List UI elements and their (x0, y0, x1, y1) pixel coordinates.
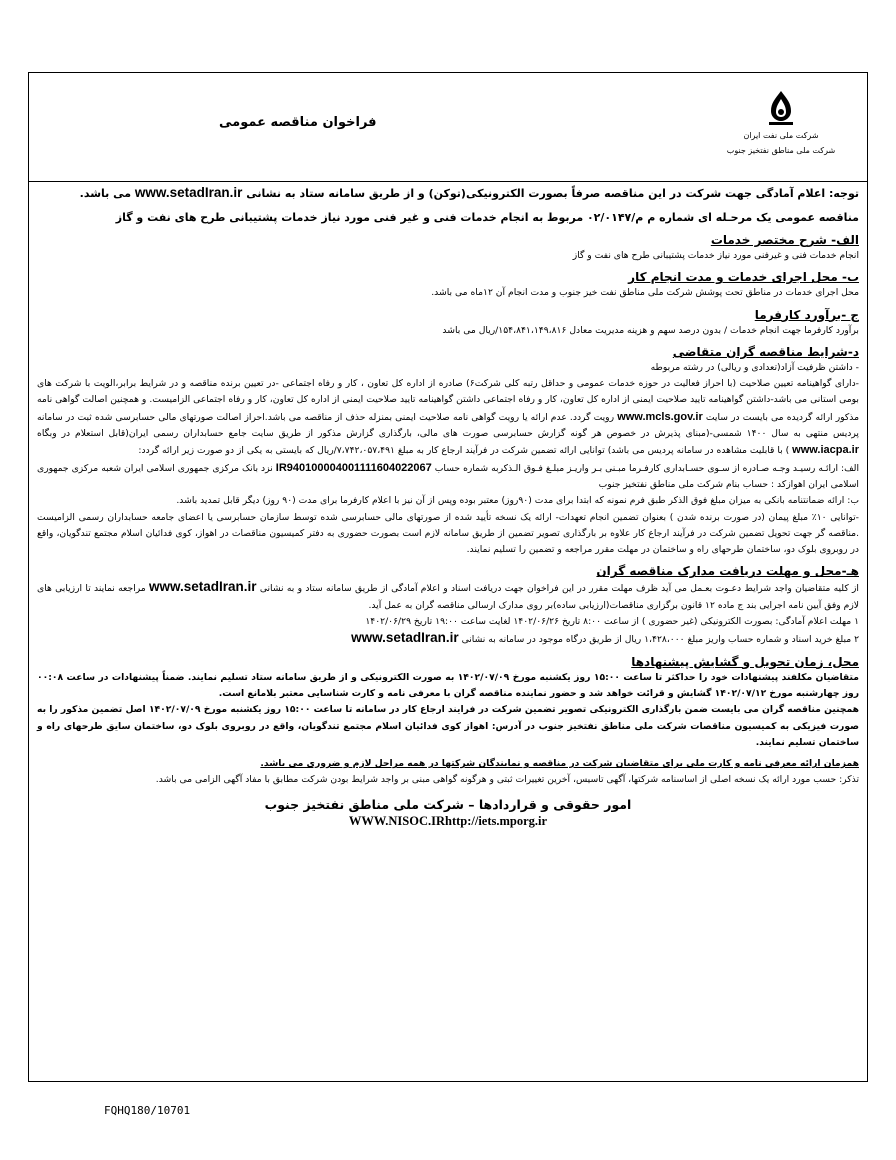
notice-line (37, 183, 859, 203)
section-b-text: محل اجرای خدمات در مناطق تحت پوشش شرکت ملی مناطق نفت خیز جنوب و مدت انجام آن ۱۲ماه می باشد. (431, 287, 859, 299)
section-h-intro (37, 579, 859, 614)
note-reminder: تذکر: حسب مورد ارائه یک نسخه اصلی از اساسنامه شرکتها، آگهی تاسیس، آخرین تغییرات ثبتی و هرگونه گواهی مبنی بر واجد شرایط بودن شرکت مطابق با مفاد آگهی الزامی می باشد. (155, 774, 859, 786)
mcls-link[interactable]: www.mcls.gov.ir (617, 410, 703, 423)
setad-link[interactable]: www.setadIran.ir (134, 185, 243, 200)
alef-text: الف: ارائـه رسیـد وجـه صـادره از سـوی حسـابداری کارفـرما مبـنی بـر واریـز مبلـغ فـوق الـذکربه شماره حساب (434, 462, 859, 474)
company-name: شرکت ملی نفت ایران (743, 131, 819, 140)
alef-text-end: نزد بانک مرکزی جمهوری اسلامی ایران شعبه مرکزی جمهوری اسلامی ایران اهوازکد : حساب بنام شرکت ملی مناطق نفتخیز جنوب (37, 462, 859, 490)
setad-link-3[interactable]: www.setadIran.ir (351, 630, 459, 646)
section-h-item2 (37, 630, 859, 648)
section-v-p2: همچنین مناقصه گران می بایست ضمن بارگذاری الکترونیکی تصویر تضمین شرکت در فرایند ارجاع کار در سامانه تا ساعت ۱۵:۰۰ روز یکشنبه مورخ ۱۴۰۲/۰۷/۰۹ اصل تضمین مذکور را به صورت فیزیکی به کمیسیون مناقصات شرکت ملی مناطق نفتخیز جنوب در آدرس: اهواز کوی فدائیان اسلام مجتمع تندگویان، واقع در روبروی بلوک دو، ساختمان سایق طرحهای راه و ساختمان تسلیم نمایند. (37, 704, 859, 748)
section-d-item2b: رویت گردد. عدم ارائه یا رویت گواهی نامه صلاحیت ایمنی بمنزله حذف از مناقصه می باشد.احراز اصالت صورتهای مالی حسابرسی شده ثبت در سامانه پردیس منتهی به سال ۱۴۰۰ شمسی-(مبنای پذیرش در خصوص هر گونه گزارش حسابرسی صورت های مالی، بارگذاری گزارش مذکور از طریق سایت جامع حسابداران رسمی ایران(قابل استعلام در وبگاه (37, 411, 859, 440)
section-h-heading: هـ-محل و مهلت دریافت مدارک مناقصه گران (596, 564, 859, 579)
section-d-item2c: ) با قابلیت مشاهده در سامانه پردیس می باشد) توانایی ارائه تضمین شرکت در فرآیند ارجاع کار به مبلغ ۷،۷۴۲،۰۵۷،۴۹۱/ریال که بایستی به یکی از دو صورت زیر ارائه گردد: (138, 445, 790, 457)
section-c-heading: ج -برآورد کارفرما (754, 307, 859, 322)
company-logo (721, 89, 841, 155)
iacpa-link[interactable]: www.iacpa.ir (792, 444, 859, 457)
company-subtitle: شرکت ملی مناطق نفتخیز جنوب (726, 146, 836, 155)
section-d-alef (37, 460, 859, 494)
notice-text-end: می باشد. (79, 187, 132, 200)
websites[interactable]: WWW.NISOC.IRhttp://iets.mporg.ir (348, 813, 548, 828)
signature: امور حقوقی و قراردادها – شرکت ملی مناطق نفتخیز جنوب (264, 796, 632, 812)
document-frame (28, 72, 868, 1082)
section-b-heading: ب- محل اجرای خدمات و مدت انجام کار (628, 270, 859, 285)
section-a-heading: الف- شرح مختصر خدمات (710, 233, 859, 247)
section-v-p1: متقاضیان مکلفند پیشنهادات خود را حداکثر تا ساعت ۱۵:۰۰ روز یکشنبه مورخ ۱۴۰۲/۰۷/۰۹ به صورت الکترونیکی و از طریق سامانه ستاد تسلیم نمایند. ضمناً پیشنهادات در ساعت ۰۰:۰۸ روز چهارشنبه مورخ ۱۴۰۲/۰۷/۱۲ گشایش و قرائت خواهد شد و حضور نماینده مناقصه گران با معرفی نامه و کارت شناسایی معتبر بلامانع است. (37, 671, 859, 699)
setad-link-2[interactable]: www.setadIran.ir (148, 579, 257, 595)
section-d-tavanai: -توانایی ۱۰٪ مبلغ پیمان (در صورت برنده شدن ) بعنوان تضمین انجام تعهدات- ارائه یک نسخه تأیید شده از صورتهای مالی حسابرسی شده توسط سازمان حسابرسی یا اعضای جامعه حسابداران رسمی الزامیست .مناقصه گر جهت تحویل تضمین شرکت در فرآیند ارجاع کار علاوه بر بارگذاری تصویر تضمین از طریق سامانه لازم است بصورت حضوری به دفتر کمیسیون مناقصات در اهواز، کوی فدائیان اسلام مجتمع تندگویان، واقع در روبروی بلوک دو، ساختمان طرحهای راه و ساختمان در مهلت مقرر مراجعه و تضمین را تسلیم نمایند. (37, 511, 859, 556)
section-d-item2 (37, 376, 859, 459)
section-d-item1: - داشتن ظرفیت آزاد(تعدادی و ریالی) در رشته مربوطه (650, 361, 859, 373)
section-d-be: ب: ارائه ضمانتنامه بانکی به میزان مبلغ فوق الذکر طبق فرم نمونه که ابتدا برای مدت (۹۰روز) معتبر بوده وپس از آن نیز با اعلام کارفرما برای مدت (۹۰ روز) دیگر قابل تمدید باشد. (176, 495, 859, 507)
page-title: فراخوان مناقصه عمومی (219, 115, 377, 130)
section-h-item2-text: ۲ مبلغ خرید اسناد و شماره حساب واریز مبلغ ۱،۴۲۸،۰۰۰ ریال از طریق درگاه موجود در سامانه به نشانی (461, 634, 859, 646)
iban-number: IR940100004001111604022067 (275, 461, 432, 474)
section-h-item1: ۱ مهلت اعلام آمادگی: بصورت الکترونیکی (غیر حضوری ) از ساعت ۸:۰۰ تاریخ ۱۴۰۲/۰۶/۲۶ لغایت ساعت ۱۹:۰۰ تاریخ ۱۴۰۲/۰۶/۲۹ (365, 616, 859, 628)
section-c-text: برآورد کارفرما جهت انجام خدمات / بدون درصد سهم و هزینه مدیریت معادل ۱۵۴،۸۴۱،۱۴۹،۸۱۶/ریال می باشد (442, 324, 859, 336)
header (29, 73, 867, 182)
note-id-card: همزمان ارائه معرفی نامه و کارت ملی برای متقاضیان شرکت در مناقصه و نمایندگان شرکتها در همه مراحل لازم و ضروری می باشد. (260, 758, 859, 770)
section-h-intro-text: از کلیه متقاضیان واجد شرایط دعـوت بعـمل می آید ظرف مهلت مقرر در این فراخوان جهت دریافت اسناد و اعلام آمادگی از طریق سامانه ستاد و به نشانی (259, 583, 859, 595)
notice-text: توجه: اعلام آمادگی جهت شرکت در این مناقصه صرفاً بصورت الکترونیکی(توکن) و از طریق سامانه ستاد به نشانی (246, 187, 859, 200)
tender-title: مناقصه عمومی یک مرحـله ای شماره م م/۰۲/۰۱۴۷ مربوط به انجام خدمات فنی و غیر فنی مورد نیاز خدمات پشتیبانی طرح های نفت و گاز (115, 211, 859, 224)
section-d-item2a: -دارای گواهینامه تعیین صلاحیت (با احراز فعالیت در حوزه خدمات عمومی و حداقل رتبه کلی شرکت۶) صادره از اداره کل تعاون ، کار و رفاه اجتماعی -در تعیین برنده مناقصه و در شرایط برابر،الویت با شرکت های بومی استانی می باشد-داشتن گواهینامه تایید صلاحیت ایمنی از اداره کل تعاون، کار و رفاه اجتماعی داشتن گواهینامه تایید صلاحیت ایمنی از اداره کل تعاون، کار و رفاه اجتماعی الزامیست. و همچنین اصالت گواهی نامه مذکور ارائه گردیده می بایست در سایت (37, 378, 860, 423)
section-v-heading: محل، زمان تحویل و گشایش پیشنهادها (631, 654, 859, 669)
form-code: FQHQ180/10701 (104, 1104, 191, 1117)
nioc-flame-icon (761, 89, 801, 129)
document-body (37, 183, 859, 829)
section-d-heading: د-شرایط مناقصه گران متقاضی (672, 344, 859, 359)
section-h-intro-end: مراجعه نمایند تا ارزیابی های لازم وفق آیین نامه اجرایی بند ج ماده ۱۲ قانون برگزاری مناقصات(ارزیابی ساده)بر روی مدارک ارسالی مناقصه گران به عمل آید. (37, 583, 859, 611)
section-a-text: انجام خدمات فنی و غیرفنی مورد نیاز خدمات پشتیبانی طرح های نفت و گاز (572, 250, 859, 261)
